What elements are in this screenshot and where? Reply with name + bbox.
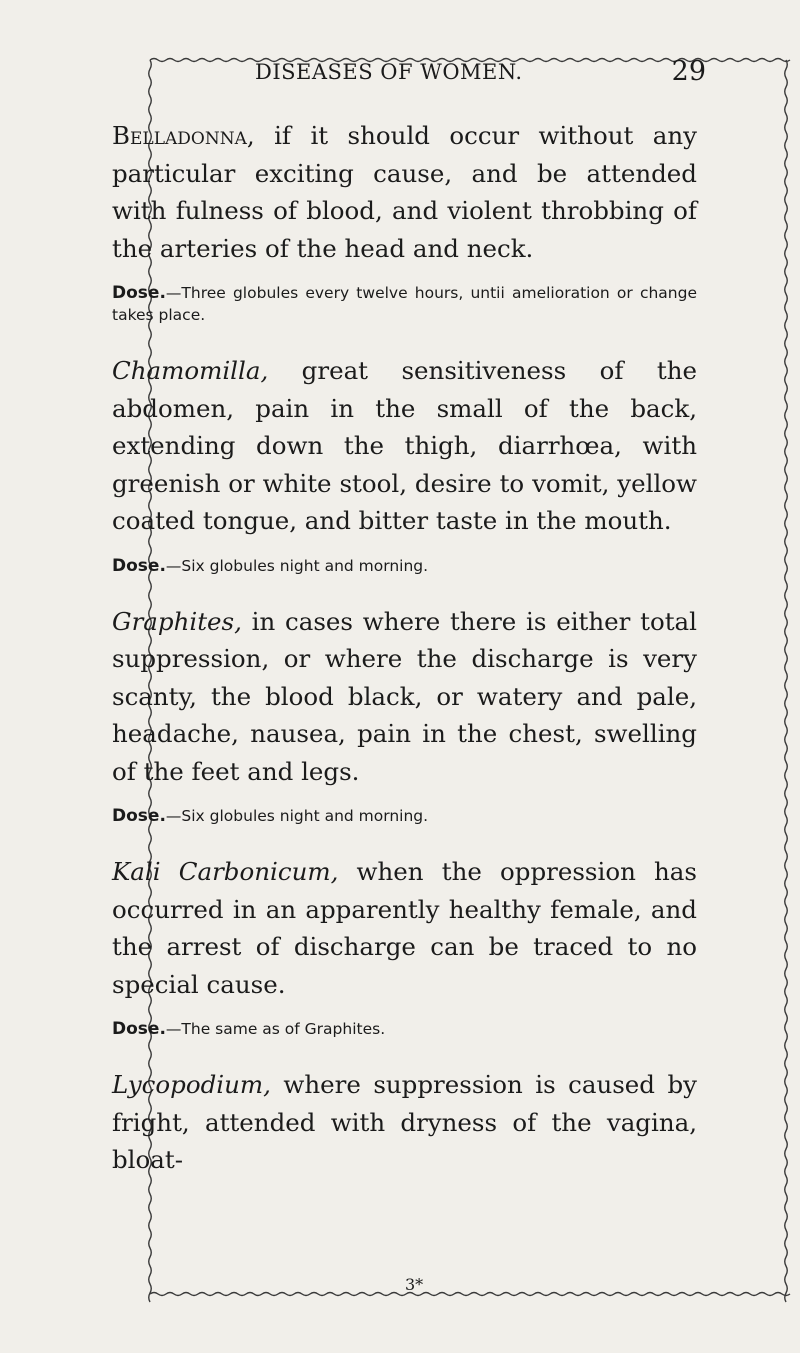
right-border-wave: [785, 60, 788, 1302]
dose-text: —The same as of Graphites.: [165, 1020, 386, 1038]
paragraph-belladonna: [112, 117, 697, 267]
paragraph-chamomilla: [112, 352, 697, 540]
dose-text: —Three globules every twelve hours, untii amelioration or change takes place.: [112, 284, 697, 324]
page-header: [150, 56, 710, 110]
dose-belladonna: [112, 282, 697, 326]
dose-label: Dose.: [112, 555, 166, 576]
remedy-name: Graphites,: [112, 606, 242, 636]
running-title: DISEASES OF WOMEN.: [255, 60, 523, 84]
paragraph-text: great sensitiveness of the abdomen, pain in the small of the back, extending down the thigh, diarrhœa, with greenish or white stool, desire to vomit, yellow coated tongue, and bitter taste in the mouth.: [112, 356, 697, 535]
signature-mark: 3*: [405, 1275, 424, 1294]
remedy-name: Lycopodium,: [112, 1070, 271, 1099]
dose-text: —Six globules night and morning.: [165, 807, 429, 825]
paragraph-kali-carbonicum: [112, 853, 697, 1003]
paragraph-text: where suppression is caused by fright, attended with dryness of the vagina, bloat-: [112, 1070, 697, 1174]
dose-chamomilla: [112, 555, 697, 577]
dose-graphites: [112, 805, 697, 827]
page-body: [112, 117, 697, 1179]
bottom-border-wave: [150, 1293, 790, 1296]
paragraph-text: if it should occur without any particular exciting cause, and be attended with fulness of blood, and violent throbbing of the arteries of the head and neck.: [112, 121, 697, 263]
page-number: 29: [671, 56, 706, 87]
dose-kali-carbonicum: [112, 1018, 697, 1040]
remedy-name: Kali Carbonicum,: [112, 857, 339, 886]
dose-label: Dose.: [112, 1019, 166, 1039]
remedy-name: Chamomilla,: [112, 356, 269, 385]
paragraph-text: when the oppression has occurred in an apparently healthy female, and the arrest of discharge can be traced to no special cause.: [112, 857, 697, 999]
dose-label: Dose.: [112, 806, 166, 826]
dose-text: —Six globules night and morning.: [165, 556, 429, 575]
dose-label: Dose.: [112, 283, 166, 303]
paragraph-lycopodium: [112, 1066, 697, 1179]
paragraph-text: in cases where there is either total suppression, or where the discharge is very scanty, the blood black, or watery and pale, headache, nausea, pain in the chest, swelling of the feet and legs.: [112, 606, 697, 786]
paragraph-graphites: [112, 603, 697, 791]
remedy-name: Belladonna,: [112, 121, 255, 150]
